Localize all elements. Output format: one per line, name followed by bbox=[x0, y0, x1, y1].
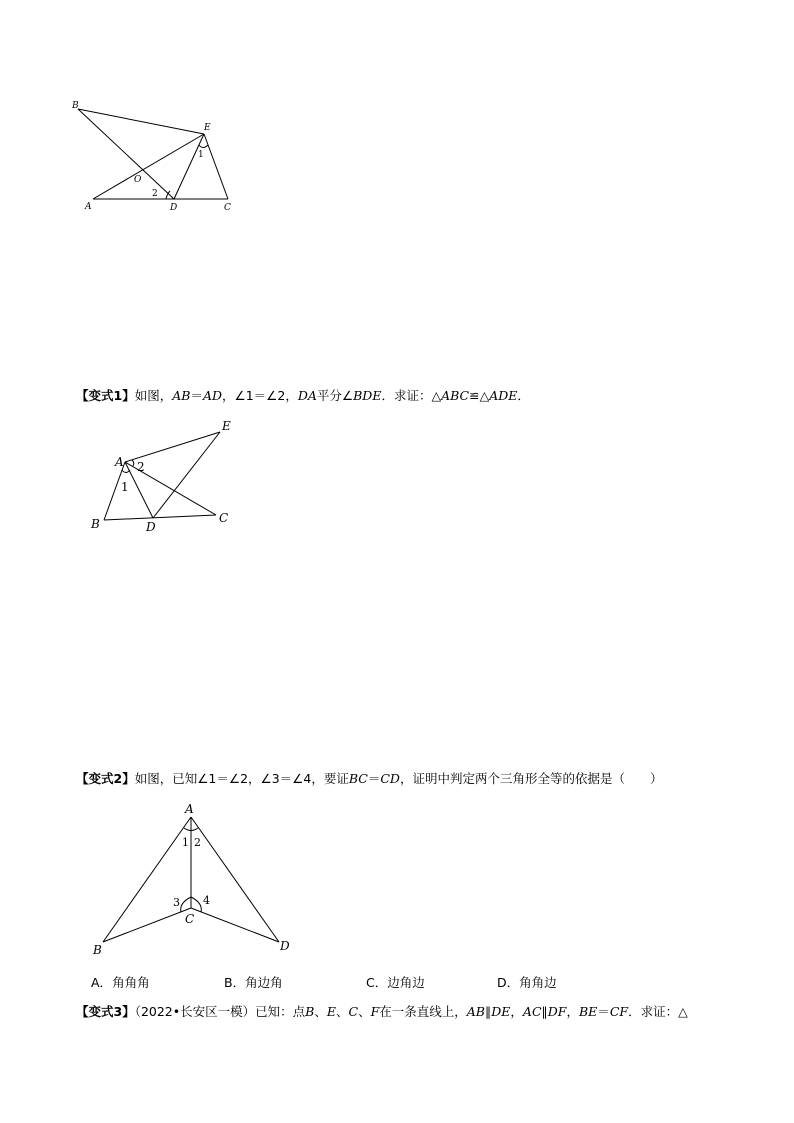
variant-2-problem: 【变式2】如图，已知∠1＝∠2，∠3＝∠4，要证BC＝CD，证明中判定两个三角形全等的依据是（ ） bbox=[76, 771, 663, 786]
label-c: C bbox=[224, 203, 231, 213]
option-d[interactable]: D．角角边 bbox=[497, 975, 557, 990]
segment-bd bbox=[78, 109, 174, 199]
option-a[interactable]: A．角角角 bbox=[91, 975, 150, 990]
variant-3-problem: 【变式3】（2022•长安区一模）已知：点B、E、C、F在一条直线上，AB∥DE，AC∥DF，BE＝CF．求证：△ bbox=[76, 1004, 688, 1019]
label-a: A bbox=[115, 455, 124, 469]
segment-ec bbox=[204, 134, 228, 199]
segment-ab bbox=[103, 817, 191, 942]
variant-1-tag: 【变式1】 bbox=[76, 388, 135, 403]
label-a: A bbox=[85, 202, 92, 212]
label-angle-2: 2 bbox=[137, 460, 145, 474]
segment-be bbox=[78, 109, 204, 134]
label-angle-2: 2 bbox=[194, 836, 201, 849]
label-d: D bbox=[170, 203, 178, 213]
label-angle-1: 1 bbox=[182, 836, 189, 849]
label-d: D bbox=[280, 939, 290, 953]
label-b: B bbox=[91, 517, 100, 531]
segment-bc bbox=[103, 908, 191, 942]
label-angle-3: 3 bbox=[173, 896, 180, 909]
figure-1 bbox=[60, 95, 260, 220]
angle-1-arc bbox=[199, 145, 208, 148]
variant-3-tag: 【变式3】 bbox=[76, 1004, 135, 1019]
variant-2-tag: 【变式2】 bbox=[76, 771, 135, 786]
label-c: C bbox=[185, 912, 195, 926]
figure-variant-1 bbox=[85, 415, 245, 535]
option-b[interactable]: B．角边角 bbox=[224, 975, 283, 990]
label-b: B bbox=[72, 101, 79, 111]
label-angle-1: 1 bbox=[198, 150, 204, 160]
segment-ae bbox=[125, 432, 220, 462]
label-b: B bbox=[93, 943, 102, 957]
label-e: E bbox=[222, 419, 231, 433]
label-d: D bbox=[146, 520, 156, 534]
label-angle-1: 1 bbox=[121, 480, 129, 494]
label-angle-4: 4 bbox=[203, 894, 210, 907]
segment-ad bbox=[191, 817, 279, 942]
segment-bc bbox=[104, 515, 216, 520]
variant-1-problem: 【变式1】如图，AB＝AD，∠1＝∠2，DA平分∠BDE．求证：△ABC≌△ADE． bbox=[76, 388, 530, 403]
segment-de bbox=[153, 432, 220, 518]
label-a: A bbox=[185, 802, 194, 816]
label-e: E bbox=[204, 123, 211, 133]
segment-ae bbox=[93, 134, 204, 199]
label-angle-2: 2 bbox=[152, 189, 158, 199]
segment-de bbox=[174, 134, 204, 199]
segment-cd bbox=[191, 908, 279, 942]
option-c[interactable]: C．边角边 bbox=[366, 975, 425, 990]
label-o: O bbox=[134, 175, 142, 185]
figure-variant-2 bbox=[85, 800, 305, 960]
label-c: C bbox=[219, 511, 229, 525]
angle-2-arc bbox=[132, 460, 134, 466]
